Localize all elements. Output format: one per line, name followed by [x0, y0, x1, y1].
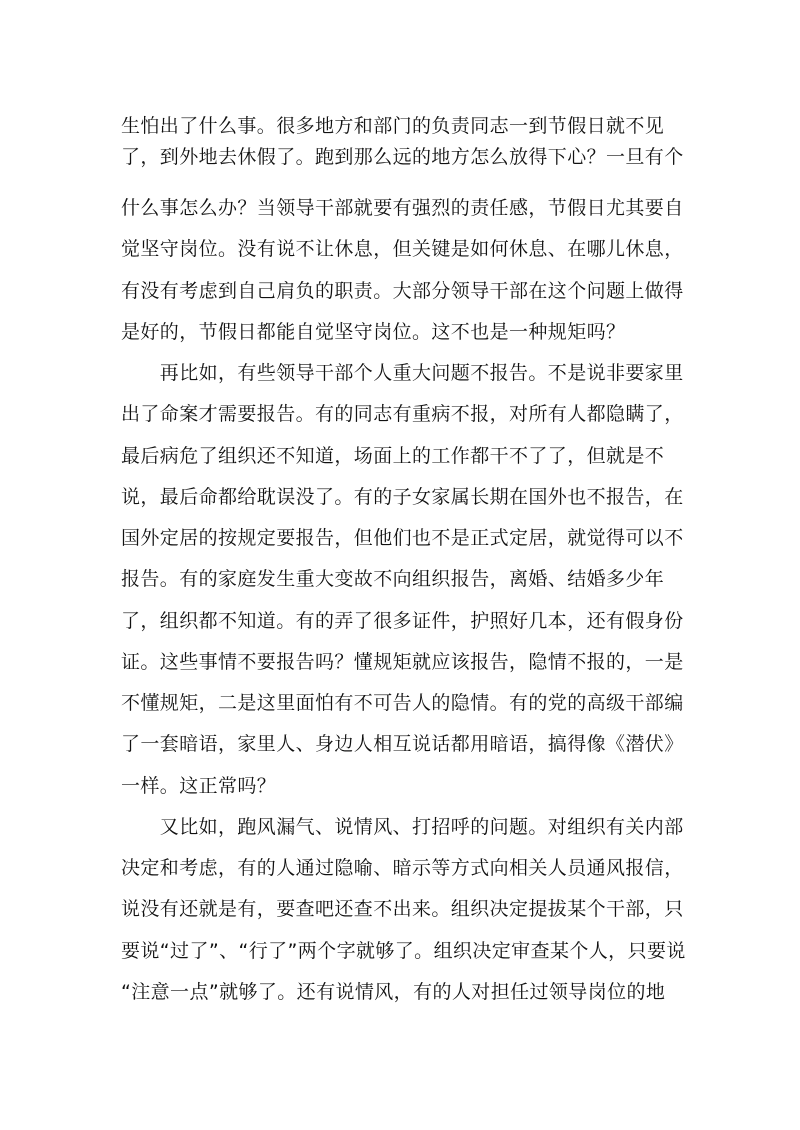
text-line-17: 一样。这正常吗？ — [121, 775, 277, 797]
text-line-21: 要说“过了”、“行了”两个字就够了。组织决定审查某个人，只要说 — [121, 940, 686, 962]
text-line-12: 报告。有的家庭发生重大变故不向组织报告，离婚、结婚多少年 — [121, 568, 665, 590]
text-line-5: 有没有考虑到自己肩负的职责。大部分领导干部在这个问题上做得 — [121, 280, 684, 302]
text-line-15: 不懂规矩，二是这里面怕有不可告人的隐情。有的党的高级干部编 — [121, 692, 684, 714]
text-line-19: 决定和考虑，有的人通过隐喻、暗示等方式向相关人员通风报信， — [121, 857, 684, 879]
text-line-22: “注意一点”就够了。还有说情风，有的人对担任过领导岗位的地 — [121, 981, 666, 1003]
text-line-16: 了一套暗语，家里人、身边人相互说话都用暗语，搞得像《潜伏》 — [121, 733, 684, 755]
text-line-20: 说没有还就是有，要查吧还查不出来。组织决定提拔某个干部，只 — [121, 898, 684, 920]
text-line-7: 再比如，有些领导干部个人重大问题不报告。不是说非要家里 — [121, 362, 684, 384]
text-line-11: 国外定居的按规定要报告，但他们也不是正式定居，就觉得可以不 — [121, 527, 684, 549]
text-line-6: 是好的，节假日都能自觉坚守岗位。这不也是一种规矩吗？ — [121, 321, 626, 343]
text-line-4: 觉坚守岗位。没有说不让休息，但关键是如何休息、在哪儿休息， — [121, 238, 684, 260]
text-line-9: 最后病危了组织还不知道，场面上的工作都干不了了，但就是不 — [121, 445, 665, 467]
text-line-18: 又比如，跑风漏气、说情风、打招呼的问题。对组织有关内部 — [121, 816, 684, 838]
text-line-14: 证。这些事情不要报告吗？懂规矩就应该报告，隐情不报的，一是 — [121, 651, 684, 673]
text-line-2: 了，到外地去休假了。跑到那么远的地方怎么放得下心？一旦有个 — [121, 146, 684, 168]
text-line-3: 什么事怎么办？当领导干部就要有强烈的责任感，节假日尤其要自 — [121, 197, 684, 219]
text-line-8: 出了命案才需要报告。有的同志有重病不报，对所有人都隐瞒了， — [121, 403, 684, 425]
text-line-13: 了，组织都不知道。有的弄了很多证件，护照好几本，还有假身份 — [121, 610, 684, 632]
text-line-1: 生怕出了什么事。很多地方和部门的负责同志一到节假日就不见 — [121, 115, 665, 137]
text-line-10: 说，最后命都给耽误没了。有的子女家属长期在国外也不报告，在 — [121, 486, 684, 508]
